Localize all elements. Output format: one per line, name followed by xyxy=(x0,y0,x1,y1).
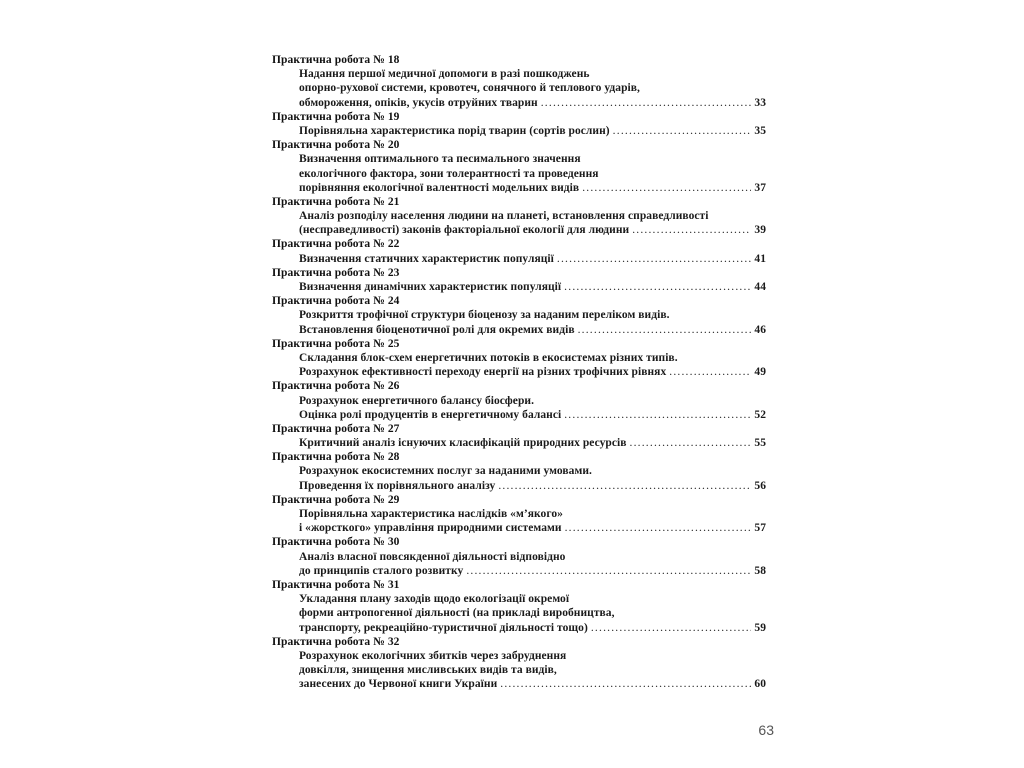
toc-entry xyxy=(272,493,766,536)
toc-entry-last-line xyxy=(272,521,766,535)
toc-entry-last-line xyxy=(272,365,766,379)
toc-entry-description-line: до принципів сталого розвитку xyxy=(299,564,464,577)
toc-entry xyxy=(272,535,766,578)
toc-entry-description-line: довкілля, знищення мисливських видів та видів, xyxy=(299,664,557,677)
toc-entry xyxy=(272,450,766,493)
dot-leader xyxy=(500,677,751,691)
toc-entry-title: Практична робота № 28 xyxy=(272,451,400,464)
toc-entry-description-line: Визначення статичних характеристик популяції xyxy=(299,252,554,265)
toc-entry-description-line: Аналіз розподілу населення людини на планеті, встановлення справедливості xyxy=(299,210,709,223)
toc-entry-page-number: 41 xyxy=(754,252,766,265)
toc-entry xyxy=(272,379,766,422)
dot-leader xyxy=(669,365,751,379)
toc-entry xyxy=(272,578,766,635)
toc-entry-title: Практична робота № 18 xyxy=(272,54,400,66)
toc-entry-page-number: 55 xyxy=(754,437,766,450)
page-number: 63 xyxy=(758,722,774,738)
toc-entry-description-line: (несправедливості) законів факторіальної екології для людини xyxy=(299,224,630,237)
toc-entry-last-line xyxy=(272,408,766,422)
toc-entry xyxy=(272,337,766,380)
toc-entry-page-number: 33 xyxy=(754,96,766,109)
toc-entry xyxy=(272,195,766,238)
toc-entry-last-line xyxy=(272,479,766,493)
toc-entry-page-number: 37 xyxy=(754,181,766,194)
toc-entry-last-line xyxy=(272,677,766,691)
dot-leader xyxy=(632,223,751,237)
toc-entry xyxy=(272,110,766,138)
table-of-contents xyxy=(272,53,766,691)
toc-entry-page-number: 57 xyxy=(754,522,766,535)
toc-entry-last-line xyxy=(272,124,766,138)
toc-entry xyxy=(272,422,766,450)
toc-entry-title: Практична робота № 21 xyxy=(272,195,400,208)
toc-entry-description-line: Укладання плану заходів щодо екологізації окремої xyxy=(299,593,570,606)
toc-entry-title: Практична робота № 31 xyxy=(272,578,400,591)
dot-leader xyxy=(498,479,751,493)
dot-leader xyxy=(564,280,751,294)
toc-entry xyxy=(272,237,766,265)
toc-entry xyxy=(272,294,766,337)
toc-entry-last-line xyxy=(272,564,766,578)
toc-entry-last-line xyxy=(272,280,766,294)
toc-entry-page-number: 35 xyxy=(754,124,766,137)
toc-entry-last-line xyxy=(272,181,766,195)
dot-leader xyxy=(591,621,751,635)
toc-entry-description-line: Надання першої медичної допомоги в разі пошкоджень xyxy=(299,68,590,81)
toc-entry-description-line: Визначення оптимального та песимального значення xyxy=(299,153,581,166)
toc-entry-page-number: 52 xyxy=(754,408,766,421)
dot-leader xyxy=(557,252,751,266)
toc-entry-title: Практична робота № 32 xyxy=(272,635,400,648)
toc-entry-title: Практична робота № 24 xyxy=(272,295,400,308)
toc-entry-last-line xyxy=(272,252,766,266)
toc-entry-page-number: 56 xyxy=(754,479,766,492)
toc-entry xyxy=(272,138,766,195)
dot-leader xyxy=(630,436,752,450)
toc-entry-title: Практична робота № 25 xyxy=(272,337,400,350)
toc-entry xyxy=(272,53,766,110)
dot-leader xyxy=(613,124,751,138)
toc-entry-description-line: транспорту, рекреаційно-туристичної діяльності тощо) xyxy=(299,621,588,634)
toc-entry-title: Практична робота № 26 xyxy=(272,380,400,393)
toc-entry-description-line: форми антропогенної діяльності (на прикладі виробництва, xyxy=(299,607,615,620)
toc-entry-page-number: 44 xyxy=(754,281,766,293)
toc-entry-description-line: екологічного фактора, зони толерантності та проведення xyxy=(299,167,599,180)
toc-entry-page-number: 60 xyxy=(754,678,766,691)
toc-entry-last-line xyxy=(272,436,766,450)
toc-entry-description-line: Оцінка ролі продуцентів в енергетичному балансі xyxy=(299,408,562,421)
toc-entry-title: Практична робота № 22 xyxy=(272,238,400,251)
toc-entry-title: Практична робота № 23 xyxy=(272,266,400,279)
toc-entry-description-line: порівняння екологічної валентності модельних видів xyxy=(299,181,580,194)
toc-entry-description-line: Визначення динамічних характеристик популяції xyxy=(299,281,562,293)
toc-entry-page-number: 59 xyxy=(754,621,766,634)
dot-leader xyxy=(565,521,751,535)
dot-leader xyxy=(578,323,751,337)
toc-entry-description-line: і «жорсткого» управління природними системами xyxy=(299,522,562,535)
toc-entry xyxy=(272,266,766,294)
toc-entry-description-line: Розрахунок екосистемних послуг за наданими умовами. xyxy=(299,465,592,478)
toc-entry-description-line: Порівняльна характеристика порід тварин (сортів рослин) xyxy=(299,124,610,137)
toc-entry-description-line: Розрахунок екологічних збитків через забруднення xyxy=(299,649,567,662)
toc-entry-page-number: 46 xyxy=(754,323,766,336)
toc-entry-description-line: Порівняльна характеристика наслідків «м’якого» xyxy=(299,508,563,520)
toc-entry-description-line: Аналіз власної повсякденної діяльності відповідно xyxy=(299,550,566,563)
dot-leader xyxy=(466,564,751,578)
toc-entry-title: Практична робота № 30 xyxy=(272,536,400,549)
toc-entry xyxy=(272,635,766,692)
toc-entry-description-line: опорно-рухової системи, кровотеч, сонячного й теплового ударів, xyxy=(299,82,640,95)
toc-entry-description-line: Критичний аналіз існуючих класифікацій природних ресурсів xyxy=(299,437,627,450)
toc-entry-page-number: 49 xyxy=(754,366,766,379)
toc-entry-description-line: Розрахунок енергетичного балансу біосфери. xyxy=(299,394,535,407)
dot-leader xyxy=(541,96,751,110)
toc-entry-title: Практична робота № 27 xyxy=(272,422,400,435)
toc-entry-last-line xyxy=(272,96,766,110)
dot-leader xyxy=(582,181,751,195)
toc-entry-title: Практична робота № 19 xyxy=(272,110,400,123)
toc-entry-description-line: занесених до Червоної книги України xyxy=(299,678,498,691)
toc-entry-title: Практична робота № 29 xyxy=(272,493,400,506)
dot-leader xyxy=(564,408,751,422)
toc-entry-description-line: Складання блок-схем енергетичних потоків в екосистемах різних типів. xyxy=(299,351,678,364)
toc-entry-page-number: 39 xyxy=(754,224,766,237)
toc-entry-description-line: Проведення їх порівняльного аналізу xyxy=(299,479,496,492)
toc-entry-last-line xyxy=(272,323,766,337)
toc-entry-page-number: 58 xyxy=(754,564,766,577)
toc-entry-title: Практична робота № 20 xyxy=(272,139,400,152)
toc-entry-last-line xyxy=(272,621,766,635)
toc-entry-description-line: Встановлення біоценотичної ролі для окремих видів xyxy=(299,323,575,336)
toc-entry-description-line: Розрахунок ефективності переходу енергії на різних трофічних рівнях xyxy=(299,366,667,379)
toc-entry-description-line: обмороження, опіків, укусів отруйних тварин xyxy=(299,96,538,109)
toc-entry-last-line xyxy=(272,223,766,237)
toc-entry-description-line: Розкриття трофічної структури біоценозу за наданим переліком видів. xyxy=(299,309,670,322)
